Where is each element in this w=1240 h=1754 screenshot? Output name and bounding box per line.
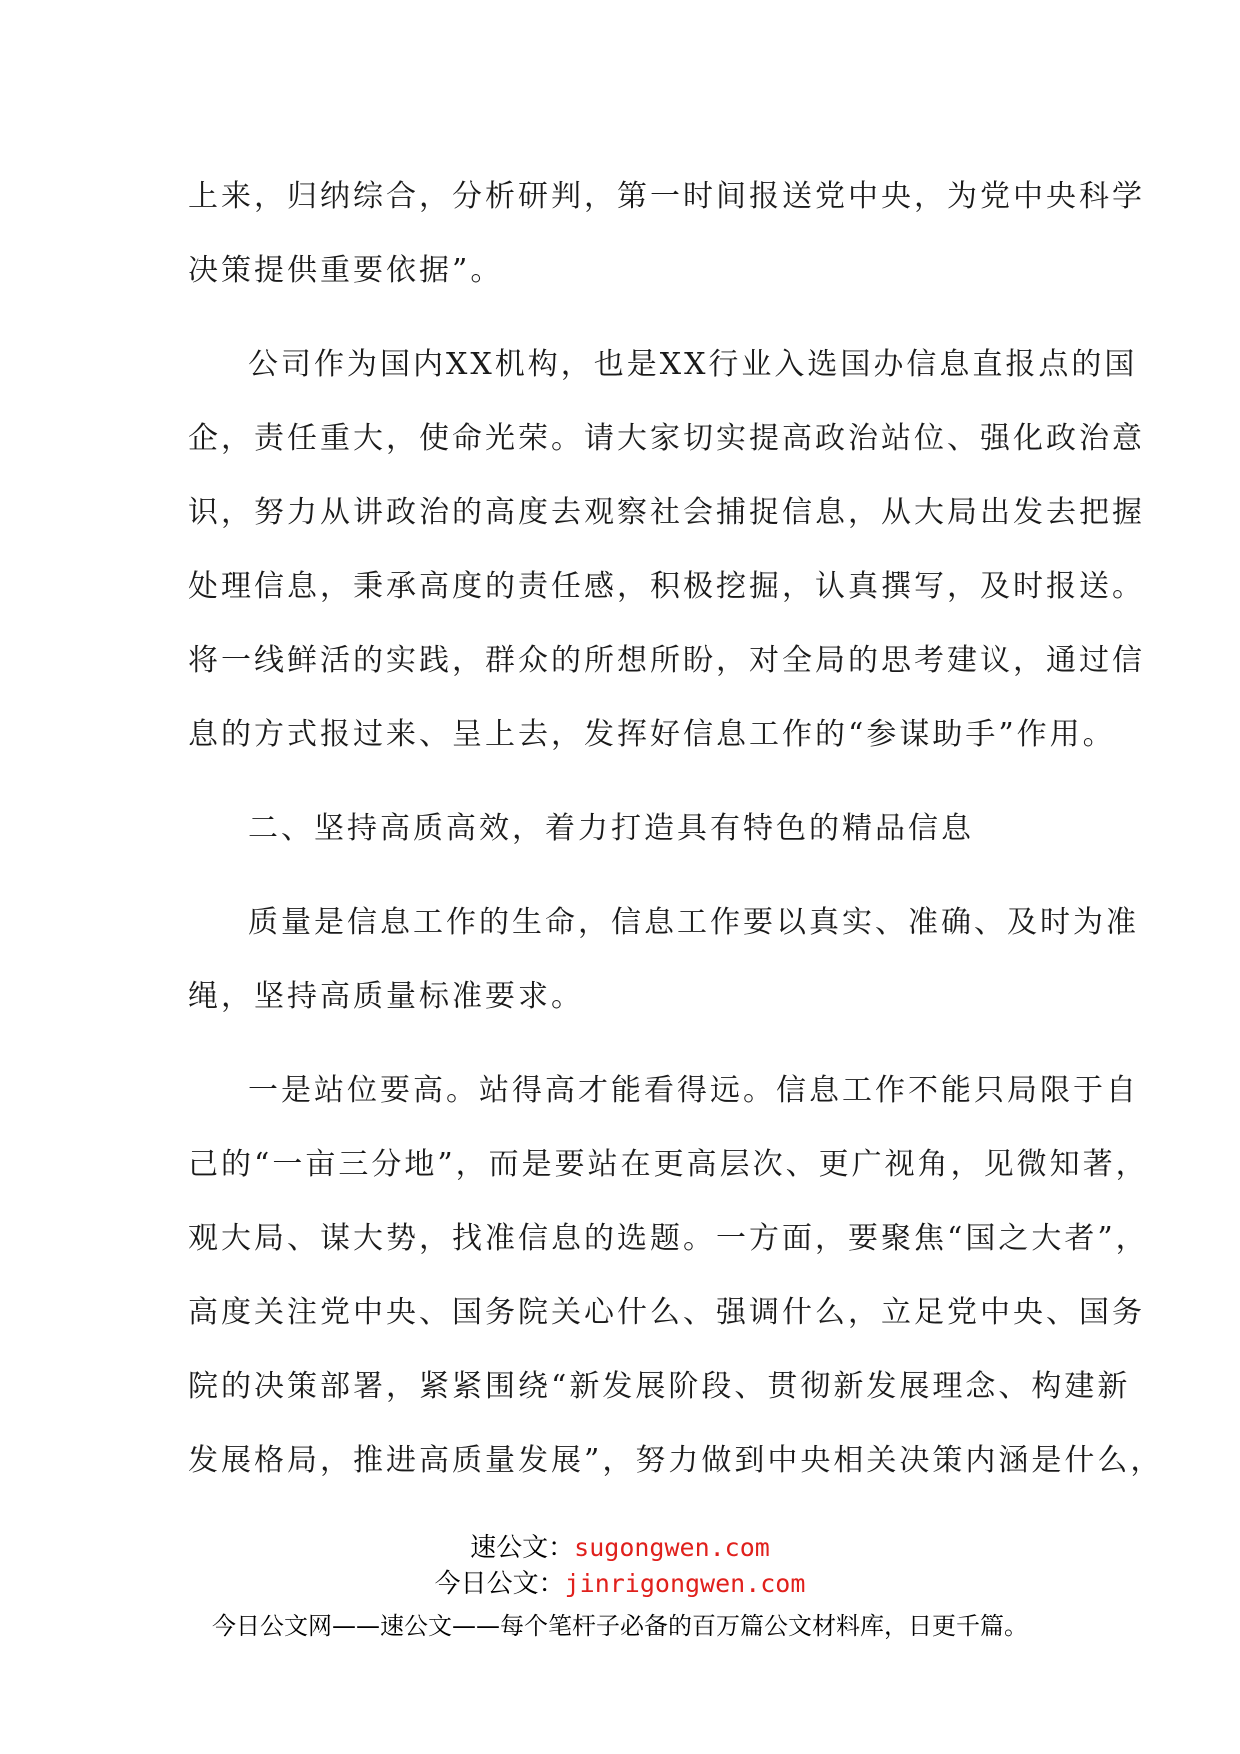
paragraph xyxy=(188,160,1145,308)
text-line: 将一线鲜活的实践，群众的所想所盼，对全局的思考建议，通过信 xyxy=(188,643,1145,678)
footer-link-sugongwen[interactable]: sugongwen.com xyxy=(574,1533,770,1562)
document-body xyxy=(188,160,1164,1498)
text-line: 绳，坚持高质量标准要求。 xyxy=(188,979,584,1014)
watermark-footer xyxy=(0,1530,1240,1641)
text-line: 观大局、谋大势，找准信息的选题。一方面，要聚焦“国之大者”， xyxy=(188,1221,1149,1256)
text-line: 一是站位要高。站得高才能看得远。信息工作不能只局限于自 xyxy=(248,1073,1139,1108)
footer-slogan: 今日公文网——速公文——每个笔杆子必备的百万篇公文材料库，日更千篇。 xyxy=(212,1612,1028,1640)
text-line: 己的“一亩三分地”，而是要站在更高层次、更广视角，见微知著， xyxy=(188,1147,1149,1182)
paragraph xyxy=(188,886,1139,1034)
text-line: 处理信息，秉承高度的责任感，积极挖掘，认真撰写，及时报送。 xyxy=(188,569,1145,604)
text-line: 质量是信息工作的生命，信息工作要以真实、准确、及时为准 xyxy=(248,905,1139,940)
footer-label: 今日公文： xyxy=(434,1569,565,1599)
text-line: 院的决策部署，紧紧围绕“新发展阶段、贯彻新发展理念、构建新 xyxy=(188,1369,1131,1404)
section-heading xyxy=(188,792,1048,866)
footer-link-jinrigongwen[interactable]: jinrigongwen.com xyxy=(564,1569,806,1598)
heading-line: 二、坚持高质高效，着力打造具有特色的精品信息 xyxy=(248,811,974,846)
text-line: 公司作为国内XX机构，也是XX行业入选国办信息直报点的国 xyxy=(248,347,1138,382)
text-line: 识，努力从讲政治的高度去观察社会捕捉信息，从大局出发去把握 xyxy=(188,495,1145,530)
text-line: 企，责任重大，使命光荣。请大家切实提高政治站位、强化政治意 xyxy=(188,421,1145,456)
paragraph xyxy=(188,1054,1164,1498)
footer-site-sugongwen xyxy=(0,1530,1240,1566)
text-line: 发展格局，推进高质量发展”，努力做到中央相关决策内涵是什么， xyxy=(188,1443,1164,1478)
paragraph xyxy=(188,328,1145,772)
text-line: 高度关注党中央、国务院关心什么、强调什么，立足党中央、国务 xyxy=(188,1295,1145,1330)
text-line: 息的方式报过来、呈上去，发挥好信息工作的“参谋助手”作用。 xyxy=(188,717,1116,752)
footer-site-jinrigongwen xyxy=(0,1566,1240,1602)
text-line: 上来，归纳综合，分析研判，第一时间报送党中央，为党中央科学 xyxy=(188,179,1145,214)
text-line: 决策提供重要依据”。 xyxy=(188,253,504,288)
footer-label: 速公文： xyxy=(470,1533,575,1563)
